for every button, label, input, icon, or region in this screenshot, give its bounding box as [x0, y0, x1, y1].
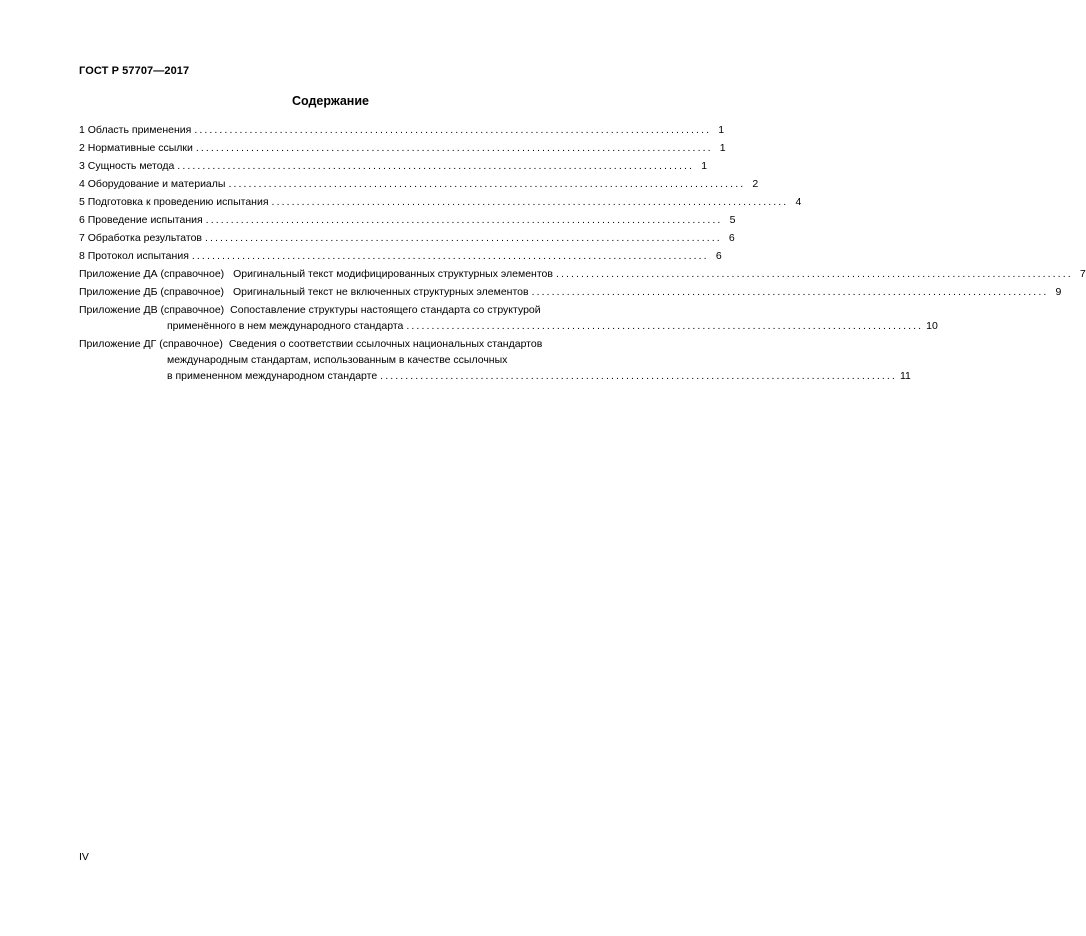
- toc-appendix-entry[interactable]: [79, 284, 1062, 302]
- toc-appendix-entry[interactable]: [79, 336, 911, 384]
- toc-entry[interactable]: [79, 194, 802, 212]
- toc-entry-page: 1: [718, 124, 725, 136]
- leader-dots: .......................................................................................................: [380, 370, 897, 382]
- toc-entry-page: 6: [728, 232, 735, 244]
- toc-entry-page: 1: [719, 142, 726, 154]
- toc-entry-page: 5: [729, 214, 736, 226]
- toc-entry-page: 7: [1079, 268, 1086, 280]
- toc-entry[interactable]: [79, 230, 735, 248]
- leader-dots: .......................................................................................................: [531, 286, 1049, 298]
- leader-dots: .......................................................................................................: [177, 160, 695, 172]
- toc-entry-title: 1 Область применения: [79, 124, 192, 136]
- appendix-title-line: Сведения о соответствии ссылочных национальных стандартов: [228, 338, 543, 350]
- toc-entry-title: 6 Проведение испытания: [79, 214, 203, 226]
- page-number: IV: [79, 851, 89, 863]
- toc-entry-title: 4 Оборудование и материалы: [79, 178, 226, 190]
- leader-dots: .......................................................................................................: [205, 214, 723, 226]
- toc-entry-page: 10: [926, 320, 938, 332]
- toc-entry-page: 6: [715, 250, 722, 262]
- toc-entry[interactable]: [79, 176, 759, 194]
- leader-dots: .......................................................................................................: [195, 142, 713, 154]
- document-code: ГОСТ Р 57707—2017: [79, 65, 190, 77]
- leader-dots: .......................................................................................................: [204, 232, 722, 244]
- leader-dots: .......................................................................................................: [194, 124, 712, 136]
- appendix-label: Приложение ДВ (справочное): [79, 304, 225, 316]
- table-of-contents: [79, 122, 1086, 384]
- toc-entry-title: 3 Сущность метода: [79, 160, 175, 172]
- toc-entry-page: 1: [701, 160, 708, 172]
- appendix-label: Приложение ДБ (справочное): [79, 286, 225, 298]
- toc-entry-title: 7 Обработка результатов: [79, 232, 202, 244]
- toc-appendix-entry[interactable]: [79, 266, 1086, 284]
- toc-entry-page: 9: [1055, 286, 1062, 298]
- appendix-title-line: Сопоставление структуры настоящего стандарта со структурой: [230, 304, 541, 316]
- leader-dots: .......................................................................................................: [271, 196, 789, 208]
- appendix-title-line: в примененном международном стандарте: [167, 370, 378, 382]
- appendix-title-line: международным стандартам, использованным в качестве ссылочных: [167, 354, 508, 366]
- leader-dots: .......................................................................................................: [228, 178, 746, 190]
- toc-entry-title: 8 Протокол испытания: [79, 250, 189, 262]
- toc-entry-title: 5 Подготовка к проведению испытания: [79, 196, 269, 208]
- appendix-title-line: применённого в нем международного стандарта: [167, 320, 404, 332]
- page-title: Содержание: [291, 94, 369, 108]
- toc-entry-page: 11: [899, 370, 911, 382]
- leader-dots: .......................................................................................................: [406, 320, 924, 332]
- leader-dots: .......................................................................................................: [191, 250, 709, 262]
- toc-entry[interactable]: [79, 140, 726, 158]
- appendix-label: Приложение ДА (справочное): [79, 268, 225, 280]
- appendix-title: Оригинальный текст не включенных структурных элементов: [232, 286, 529, 298]
- toc-entry[interactable]: [79, 158, 708, 176]
- appendix-label: Приложение ДГ (справочное): [79, 338, 223, 350]
- toc-entry[interactable]: [79, 212, 736, 230]
- toc-entry-page: 4: [795, 196, 802, 208]
- toc-entry-title: 2 Нормативные ссылки: [79, 142, 193, 154]
- leader-dots: .......................................................................................................: [555, 268, 1073, 280]
- appendix-title: Оригинальный текст модифицированных структурных элементов: [233, 268, 553, 280]
- toc-entry[interactable]: [79, 248, 722, 266]
- toc-entry-page: 2: [752, 178, 759, 190]
- toc-appendix-entry[interactable]: [79, 302, 938, 334]
- toc-entry[interactable]: [79, 122, 725, 140]
